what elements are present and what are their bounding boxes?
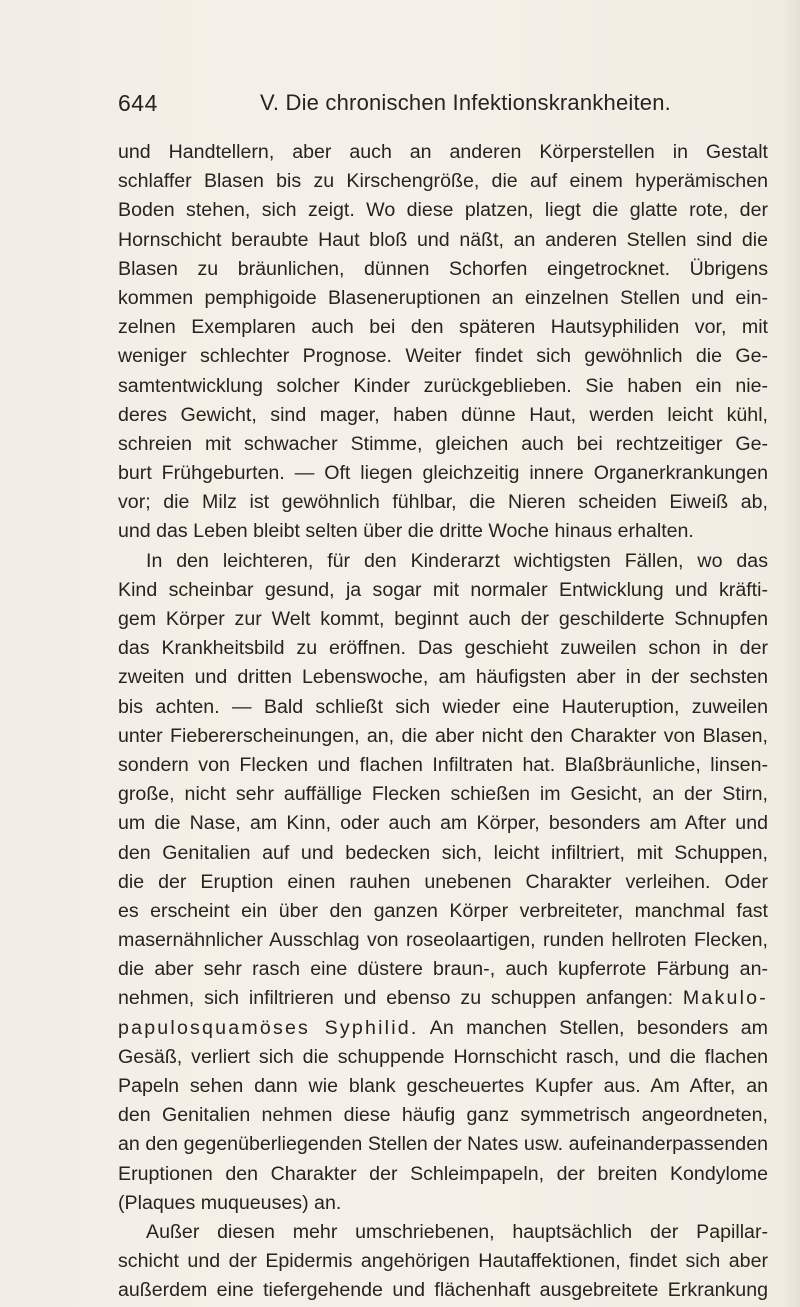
text-line: Eruptionen den Charakter der Schleimpapeln, der breiten Kondylome [118, 1162, 768, 1185]
text-line: In den leichteren, für den Kinderarzt wichtigsten Fällen, wo das [146, 549, 768, 572]
text-line [118, 984, 768, 1013]
text-line: das Krankheitsbild zu eröffnen. Das geschieht zuweilen schon in der [118, 637, 768, 660]
text-line: zweiten und dritten Lebenswoche, am häufigsten aber in der sechsten [118, 666, 768, 689]
text-line [118, 1014, 768, 1043]
text-line: deres Gewicht, sind mager, haben dünne Haut, werden leicht kühl, [118, 403, 768, 426]
emphasized-term: Makulo- [682, 987, 768, 1010]
text-line: schlaffer Blasen bis zu Kirschengröße, die auf einem hyperämischen [118, 170, 768, 193]
text-line: vor; die Milz ist gewöhnlich fühlbar, die Nieren scheiden Eiweiß ab, [118, 491, 768, 514]
page-header [118, 90, 768, 120]
text-line: Blasen zu bräunlichen, dünnen Schorfen eingetrocknet. Übrigens [118, 257, 768, 280]
text-line: Gesäß, verliert sich die schuppende Hornschicht rasch, und die flachen [118, 1045, 768, 1068]
text-line: schreien mit schwacher Stimme, gleichen auch bei rechtzeitiger Ge- [118, 432, 768, 455]
text-line: kommen pemphigoide Blaseneruptionen an einzelnen Stellen und ein- [118, 286, 768, 309]
text-line: und Handtellern, aber auch an anderen Körperstellen in Gestalt [118, 141, 768, 163]
running-title: V. Die chronischen Infektionskrankheiten. [260, 90, 671, 115]
text-line: zelnen Exemplaren auch bei den späteren Hautsyphiliden vor, mit [118, 316, 768, 339]
text-line: außerdem eine tiefergehende und flächenhaft ausgebreitete Erkrankung [118, 1279, 768, 1302]
page-number: 644 [118, 90, 158, 116]
text-line: Kind scheinbar gesund, ja sogar mit normaler Entwicklung und kräfti- [118, 578, 768, 601]
text-line: den Genitalien auf und bedecken sich, leicht infiltriert, mit Schuppen, [118, 841, 768, 864]
text-line: den Genitalien nehmen diese häufig ganz symmetrisch angeordneten, [118, 1104, 768, 1127]
text-line: (Plaques muqueuses) an. [118, 1191, 342, 1214]
body-text [118, 138, 768, 1306]
text-line: Boden stehen, sich zeigt. Wo diese platzen, liegt die glatte rote, der [118, 199, 768, 222]
text-line: Außer diesen mehr umschriebenen, hauptsächlich der Papillar- [146, 1220, 768, 1243]
page-edge-shadow [782, 0, 800, 1307]
text-line: masernähnlicher Ausschlag von roseolaartigen, runden hellroten Flecken, [118, 929, 768, 952]
text-line: burt Frühgeburten. — Oft liegen gleichzeitig innere Organerkrankungen [118, 462, 768, 485]
text-line: es erscheint ein über den ganzen Körper verbreiteter, manchmal fast [118, 899, 768, 922]
text-line: unter Fiebererscheinungen, an, die aber nicht den Charakter von Blasen, [118, 724, 768, 747]
text-line: an den gegenüberliegenden Stellen der Nates usw. aufeinanderpassenden [118, 1133, 768, 1156]
text-fragment: An manchen Stellen, besonders am [429, 1016, 768, 1039]
text-line: sondern von Flecken und flachen Infiltraten hat. Blaßbräunliche, linsen- [118, 753, 768, 776]
text-fragment: nehmen, sich infiltrieren und ebenso zu schuppen anfangen: [118, 987, 674, 1010]
text-line: die der Eruption einen rauhen unebenen Charakter verleihen. Oder [118, 870, 768, 893]
text-line: Hornschicht beraubte Haut bloß und näßt, an anderen Stellen sind die [118, 228, 768, 251]
text-line: samtentwicklung solcher Kinder zurückgeblieben. Sie haben ein nie- [118, 374, 768, 397]
text-line: um die Nase, am Kinn, oder auch am Körper, besonders am After und [118, 812, 768, 835]
text-line: bis achten. — Bald schließt sich wieder eine Hauteruption, zuweilen [118, 695, 768, 718]
text-line: große, nicht sehr auffällige Flecken schießen im Gesicht, an der Stirn, [118, 783, 768, 806]
text-line: und das Leben bleibt selten über die dritte Woche hinaus erhalten. [118, 520, 694, 543]
text-line: schicht und der Epidermis angehörigen Hautaffektionen, findet sich aber [118, 1250, 768, 1273]
text-line: die aber sehr rasch eine düstere braun-, auch kupferrote Färbung an- [118, 958, 768, 981]
emphasized-term: papulosquamöses Syphilid. [118, 1016, 419, 1039]
text-line: weniger schlechter Prognose. Weiter findet sich gewöhnlich die Ge- [118, 345, 768, 368]
text-line: gem Körper zur Welt kommt, beginnt auch der geschilderte Schnupfen [118, 608, 768, 630]
text-line: Papeln sehen dann wie blank gescheuertes Kupfer aus. Am After, an [118, 1075, 768, 1097]
